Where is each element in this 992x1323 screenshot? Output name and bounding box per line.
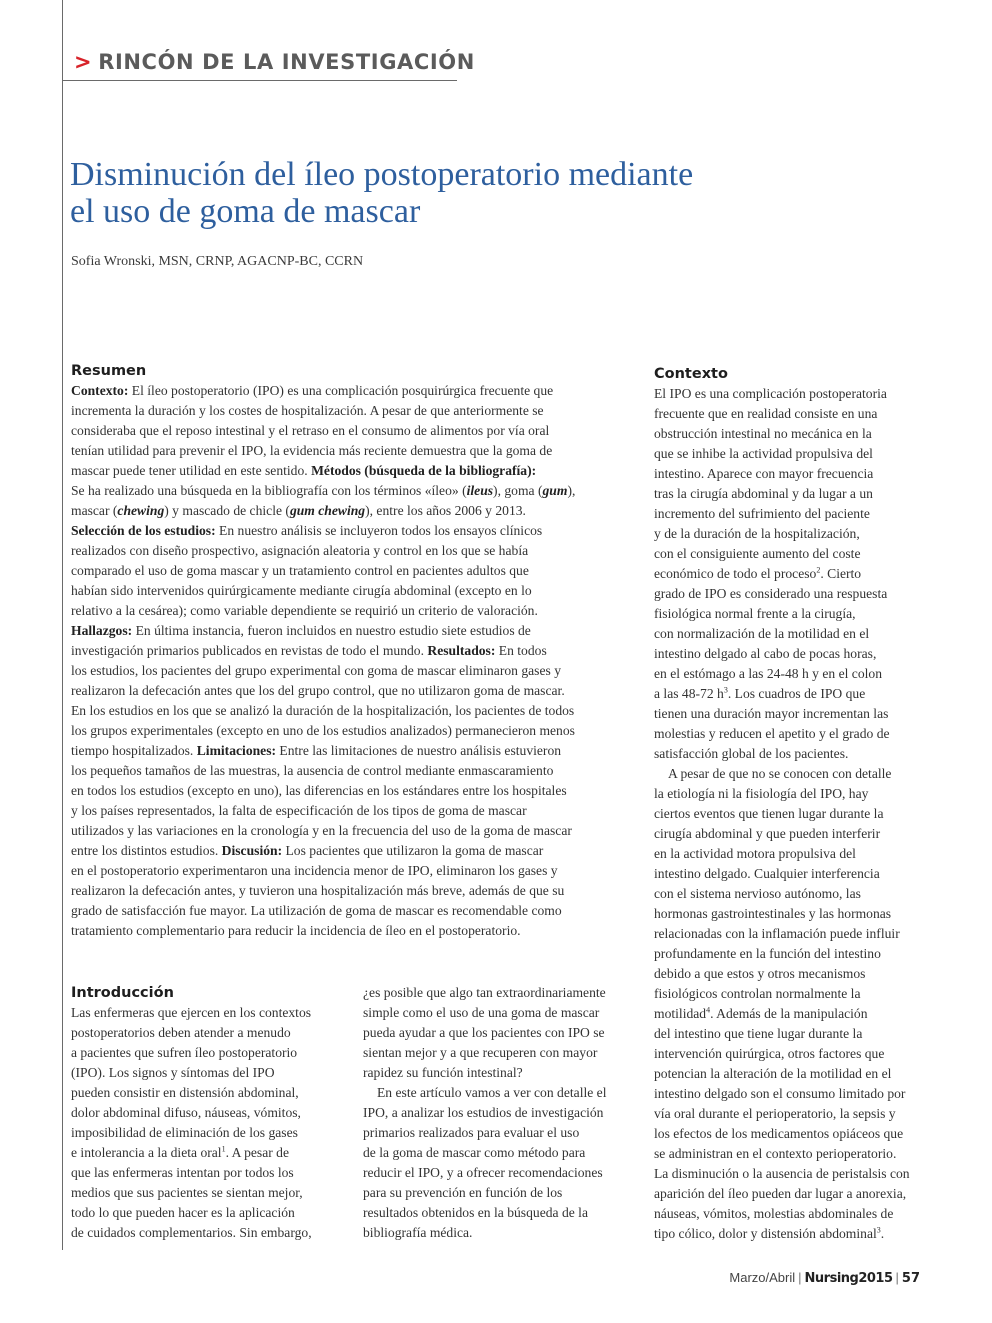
text-line: IPO, a analizar los estudios de investigación <box>363 1105 604 1120</box>
text-line: Las enfermeras que ejercen en los contextos <box>71 1005 312 1020</box>
text-line: náuseas, vómitos, molestias abdominales de <box>654 1206 894 1221</box>
text-line: entre los distintos estudios. Discusión: Los pacientes que utilizaron la goma de mascar <box>71 843 544 858</box>
text-line: con el consiguiente aumento del coste <box>654 546 861 561</box>
text-line: se administran en el contexto perioperatorio. <box>654 1146 897 1161</box>
text-line: potencian la alteración de la motilidad en el <box>654 1066 892 1081</box>
page-footer <box>729 1270 920 1286</box>
page-number: 57 <box>901 1271 920 1286</box>
text-line: en el estómago a las 24-48 h y en el colon <box>654 666 883 681</box>
text-line: e intolerancia a la dieta oral$^1$. A pesar de <box>71 1144 290 1160</box>
text-line: dolor abdominal difuso, náuseas, vómitos, <box>71 1105 301 1120</box>
article-title <box>70 156 790 230</box>
chevron-right-icon: > <box>74 50 93 74</box>
text-line: la etiología ni la fisiología del IPO, hay <box>654 786 869 801</box>
text-line: relativo a la cesárea); como variable dependiente se requirió un criterio de valoración. <box>71 603 538 618</box>
text-line: tratamiento complementario para reducir la incidencia de íleo en el postoperatorio. <box>71 923 521 938</box>
text-line: que las enfermeras intentan por todos los <box>71 1165 294 1180</box>
text-line: La disminución o la ausencia de peristalsis con <box>654 1166 910 1181</box>
text-line: A pesar de que no se conocen con detalle <box>668 766 892 781</box>
introduction-body-1 <box>71 1003 341 1243</box>
text-line: comparado el uso de goma mascar y un tratamiento control en pacientes adultos que <box>71 563 529 578</box>
text-line: (IPO). Los signos y síntomas del IPO <box>71 1065 275 1080</box>
article-title-line: el uso de goma de mascar <box>70 193 421 230</box>
footer-separator: | <box>895 1270 899 1285</box>
text-line: mascar (chewing) y mascado de chicle (gum chewing), entre los años 2006 y 2013. <box>71 503 526 518</box>
text-line: incrementa la duración y los costes de hospitalización. A pesar de que anteriormente se <box>71 403 544 418</box>
text-line: tiempo hospitalizados. Limitaciones: Entre las limitaciones de nuestro análisis estuvieron <box>71 743 562 758</box>
text-line: mascar puede tener utilidad en este sentido. Métodos (búsqueda de la bibliografía): <box>71 463 537 478</box>
footer-journal: Nursing2015 <box>804 1271 893 1286</box>
citation-superscript: 1 <box>221 1144 226 1154</box>
text-line: habían sido intervenidos quirúrgicamente mediante cirugía abdominal (excepto en lo <box>71 583 532 598</box>
text-line: utilizados y las variaciones en la cronología y en la frecuencia del uso de la goma de mascar <box>71 823 572 838</box>
text-line: frecuente que en realidad consiste en una <box>654 406 878 421</box>
citation-superscript: 3 <box>723 685 728 695</box>
text-line: molestias y reducen el apetito y el grado de <box>654 726 890 741</box>
text-line: obstrucción intestinal no mecánica en la <box>654 426 872 441</box>
text-line: realizados con diseño prospectivo, asignación aleatoria y control en los que se había <box>71 543 529 558</box>
text-line: a las 48-72 $h^3$. Los cuadros de IPO que <box>654 685 866 701</box>
text-line: incremento del sufrimiento del paciente <box>654 506 870 521</box>
text-line: simple como el uso de una goma de mascar <box>363 1005 600 1020</box>
footer-issue: Marzo/Abril <box>729 1270 796 1285</box>
text-line: relacionadas con la inflamación puede influir <box>654 926 900 941</box>
text-line: tenían utilidad para prevenir el IPO, la evidencia más reciente demuestra que la goma de <box>71 443 553 458</box>
text-line: intestino delgado al cabo de pocas horas, <box>654 646 877 661</box>
text-line: Hallazgos: En última instancia, fueron incluidos en nuestro estudio siete estudios de <box>71 623 531 638</box>
text-line: los grupos experimentales (excepto en uno de los estudios analizados) permanecieron menos <box>71 723 575 738</box>
text-line: El IPO es una complicación postoperatoria <box>654 386 887 401</box>
text-line: pueda ayudar a que los pacientes con IPO se <box>363 1025 605 1040</box>
text-line: los estudios, los pacientes del grupo experimental con goma de mascar eliminaron gases y <box>71 663 561 678</box>
abstract-section <box>71 361 631 941</box>
text-line: pueden consistir en distensión abdominal, <box>71 1085 299 1100</box>
text-line: intestino delgado. Cualquier interferencia <box>654 866 880 881</box>
introduction-column-2 <box>363 983 638 1243</box>
introduction-column-1 <box>71 983 341 1243</box>
text-line: del intestino que tiene lugar durante la <box>654 1026 863 1041</box>
text-line: en el postoperatorio experimentaron una incidencia menor de IPO, eliminaron los gases y <box>71 863 558 878</box>
citation-superscript: 4 <box>706 1005 711 1015</box>
text-line: primarios realizados para evaluar el uso <box>363 1125 580 1140</box>
text-line: intestino. Aparece con mayor frecuencia <box>654 466 874 481</box>
text-line: fisiológica normal frente a la cirugía, <box>654 606 856 621</box>
text-line: investigación primarios publicados en revistas de todo el mundo. Resultados: En todos <box>71 643 547 658</box>
citation-superscript: 2 <box>816 565 821 575</box>
text-line: resultados obtenidos en la búsqueda de la <box>363 1205 588 1220</box>
text-line: hormonas gastrointestinales y las hormonas <box>654 906 892 921</box>
section-header-underline <box>62 80 457 81</box>
text-line: aparición del íleo pueden dar lugar a anorexia, <box>654 1186 907 1201</box>
text-line: grado de IPO es considerado una respuesta <box>654 586 888 601</box>
text-line: los pequeños tamaños de las muestras, la ausencia de control mediante enmascaramiento <box>71 763 554 778</box>
article-author: Sofia Wronski, MSN, CRNP, AGACNP-BC, CCRN <box>71 254 364 269</box>
text-line: postoperatorios deben atender a menudo <box>71 1025 291 1040</box>
text-line: En este artículo vamos a ver con detalle el <box>377 1085 607 1100</box>
text-line: intervención quirúrgica, otros factores que <box>654 1046 885 1061</box>
text-line: ¿es posible que algo tan extraordinariamente <box>363 985 606 1000</box>
text-line: profundamente en la función del intestino <box>654 946 881 961</box>
text-line: los efectos de los medicamentos opiáceos que <box>654 1126 904 1141</box>
margin-rule <box>62 0 63 1250</box>
text-line: con normalización de la motilidad en el <box>654 626 870 641</box>
text-line: grado de satisfacción fue mayor. La utilización de goma de mascar es recomendable como <box>71 903 562 918</box>
text-line: para su prevención en función de los <box>363 1185 563 1200</box>
text-line: vía oral durante el perioperatorio, la sepsis y <box>654 1106 896 1121</box>
text-line: económico de todo el proceso$^2$. Cierto <box>654 565 862 581</box>
text-line: que se inhibe la actividad propulsiva del <box>654 446 873 461</box>
section-header <box>74 50 475 74</box>
text-line: de cuidados complementarios. Sin embargo, <box>71 1225 312 1240</box>
text-line: satisfacción global de los pacientes. <box>654 746 849 761</box>
article-title-line: Disminución del íleo postoperatorio mediante <box>70 156 694 193</box>
text-line: en todos los estudios (excepto en uno), las diferencias en los estándares entre los hospitales <box>71 783 567 798</box>
text-line: cirugía abdominal y que pueden interferir <box>654 826 881 841</box>
text-line: tienen una duración mayor incrementan las <box>654 706 889 721</box>
text-line: fisiológicos controlan normalmente la <box>654 986 861 1001</box>
text-line: tras la cirugía abdominal y da lugar a un <box>654 486 873 501</box>
text-line: y los países representados, la falta de especificación de los tipos de goma de mascar <box>71 803 527 818</box>
text-line: ciertos eventos que tienen lugar durante la <box>654 806 884 821</box>
text-line: reducir el IPO, y a ofrecer recomendaciones <box>363 1165 603 1180</box>
text-line: a pacientes que sufren íleo postoperatorio <box>71 1045 298 1060</box>
text-line: medios que sus pacientes se sientan mejor, <box>71 1185 303 1200</box>
text-line: realizaron la defecación antes, y tuvieron una hospitalización más breve, además de que su <box>71 883 565 898</box>
abstract-heading: Resumen <box>71 363 147 379</box>
text-line: sientan mejor y a que recuperen con mayor <box>363 1045 598 1060</box>
text-line: En los estudios en los que se analizó la duración de la hospitalización, los pacientes de todos <box>71 703 575 718</box>
text-line: con el sistema nervioso autónomo, las <box>654 886 861 901</box>
text-line: Contexto: El íleo postoperatorio (IPO) es una complicación posquirúrgica frecuente que <box>71 383 554 398</box>
text-line: tipo cólico, dolor y distensión abdominal$^3$. <box>654 1225 885 1241</box>
context-body <box>654 384 929 1244</box>
text-line: Se ha realizado una búsqueda en la bibliografía con los términos «íleo» (ileus), goma (gum), <box>71 483 576 498</box>
text-line: imposibilidad de eliminación de los gases <box>71 1125 298 1140</box>
footer-separator: | <box>798 1270 802 1285</box>
text-line: y de la duración de la hospitalización, <box>654 526 860 541</box>
text-line: en la actividad motora propulsiva del <box>654 846 856 861</box>
text-line: todo lo que pueden hacer es la aplicación <box>71 1205 295 1220</box>
context-section <box>654 364 929 1244</box>
section-label: RINCÓN DE LA INVESTIGACIÓN <box>98 50 475 74</box>
text-line: intestino delgado son el consumo limitado por <box>654 1086 906 1101</box>
text-line: Selección de los estudios: En nuestro análisis se incluyeron todos los ensayos clínicos <box>71 523 543 538</box>
text-line: realizaron la defecación antes que los del grupo control, que no utilizaron goma de mascar. <box>71 683 565 698</box>
introduction-body-2 <box>363 983 638 1243</box>
abstract-body <box>71 381 631 941</box>
introduction-heading: Introducción <box>71 985 174 1001</box>
text-line: de la goma de mascar como método para <box>363 1145 586 1160</box>
text-line: debido a que estos y otros mecanismos <box>654 966 866 981</box>
text-line: rapidez su función intestinal? <box>363 1065 523 1080</box>
context-heading: Contexto <box>654 366 728 382</box>
text-line: bibliografía médica. <box>363 1225 473 1240</box>
text-line: consideraba que el reposo intestinal y el retraso en el consumo de alimentos por vía oral <box>71 423 550 438</box>
text-line: motilidad$^4$. Además de la manipulación <box>654 1005 868 1021</box>
citation-superscript: 3 <box>876 1225 881 1235</box>
